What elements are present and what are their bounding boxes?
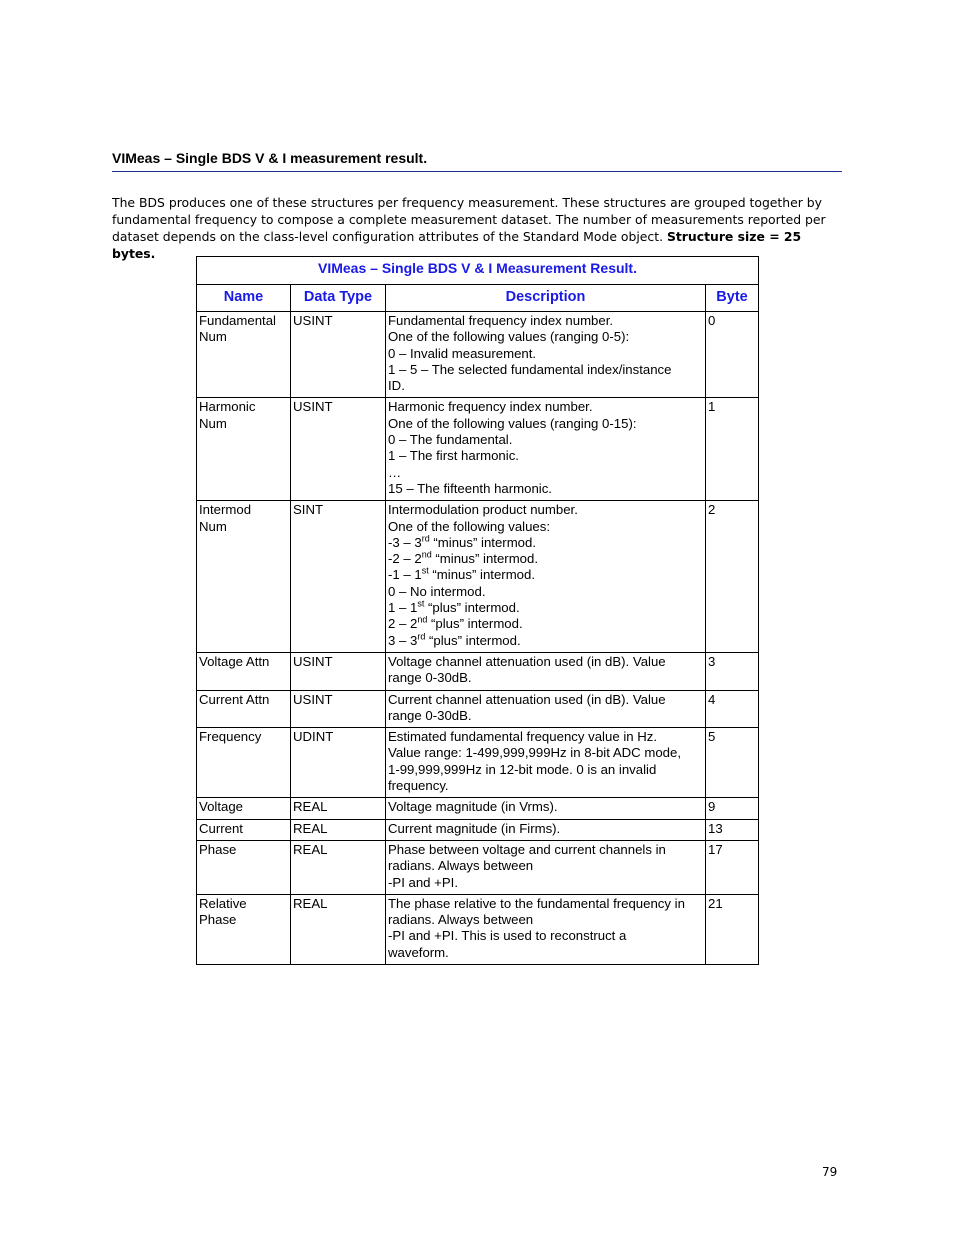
description-line — [388, 762, 703, 778]
description-text: 0 – The fundamental. — [388, 432, 513, 448]
description-text: radians. Always between — [388, 912, 534, 928]
description-line — [388, 448, 703, 464]
table-caption: VIMeas – Single BDS V & I Measurement Result. — [197, 257, 759, 285]
cell-data-type: USINT — [291, 312, 386, 398]
table-row — [197, 312, 759, 398]
description-line — [388, 519, 703, 535]
description-line — [388, 378, 703, 394]
table-row — [197, 652, 759, 690]
cell-byte: 0 — [706, 312, 759, 398]
ordinal-suffix: st — [417, 598, 425, 609]
description-line — [388, 481, 703, 497]
cell-name — [197, 840, 291, 894]
description-text: Intermodulation product number. — [388, 502, 578, 518]
cell-description — [386, 728, 706, 798]
description-text-after: “minus” intermod. — [431, 551, 539, 567]
cell-name — [197, 819, 291, 840]
header-name: Name — [197, 285, 291, 312]
description-text: 1 – The first harmonic. — [388, 448, 519, 464]
cell-data-type: REAL — [291, 894, 386, 964]
description-text: waveform. — [388, 944, 449, 960]
description-text-after: “plus” intermod. — [424, 600, 520, 616]
name-line: Relative — [199, 895, 247, 911]
cell-byte: 4 — [706, 690, 759, 728]
name-line: Harmonic — [199, 399, 256, 415]
description-line — [388, 633, 703, 649]
table-body — [197, 312, 759, 965]
description-line — [388, 842, 703, 858]
name-line: Intermod — [199, 502, 252, 518]
description-line — [388, 535, 703, 551]
description-text: 0 – Invalid measurement. — [388, 345, 537, 361]
description-line — [388, 465, 703, 481]
description-text-after: “plus” intermod. — [425, 632, 521, 648]
cell-byte: 13 — [706, 819, 759, 840]
name-line: Num — [199, 518, 227, 534]
cell-data-type: UDINT — [291, 728, 386, 798]
table-header-row — [197, 285, 759, 312]
cell-description — [386, 840, 706, 894]
cell-name — [197, 652, 291, 690]
description-line — [388, 654, 703, 670]
description-text: Current channel attenuation used (in dB). Value — [388, 691, 666, 707]
ordinal-suffix: rd — [421, 533, 430, 544]
cell-byte: 5 — [706, 728, 759, 798]
description-text: Phase between voltage and current channels in — [388, 841, 666, 857]
cell-description — [386, 894, 706, 964]
description-text: range 0-30dB. — [388, 670, 472, 686]
description-text: -2 – 2 — [388, 551, 422, 567]
description-line — [388, 670, 703, 686]
cell-byte: 1 — [706, 398, 759, 501]
table-row — [197, 798, 759, 819]
description-text-after: “minus” intermod. — [428, 567, 536, 583]
intro-paragraph — [112, 194, 844, 262]
description-text: radians. Always between — [388, 858, 534, 874]
cell-data-type: USINT — [291, 398, 386, 501]
description-line — [388, 551, 703, 567]
intro-text: The BDS produces one of these structures per frequency measurement. These structures are grouped together by fundamental frequency to compose a complete measurement dataset. The number of measurements reported per dataset depends on the class-level configuration attributes of the Standard Mode object. — [112, 195, 826, 244]
cell-data-type: USINT — [291, 652, 386, 690]
table-row — [197, 398, 759, 501]
cell-description — [386, 398, 706, 501]
description-text: Voltage magnitude (in Vrms). — [388, 799, 558, 815]
header-description: Description — [386, 285, 706, 312]
table-row — [197, 840, 759, 894]
description-text: ID. — [388, 378, 405, 394]
description-line — [388, 858, 703, 874]
description-text: One of the following values (ranging 0-15): — [388, 415, 637, 431]
description-line — [388, 432, 703, 448]
description-line — [388, 346, 703, 362]
description-line — [388, 502, 703, 518]
table-row — [197, 819, 759, 840]
ordinal-suffix: nd — [417, 614, 428, 625]
cell-description — [386, 501, 706, 653]
description-text: … — [388, 464, 402, 480]
description-text: Voltage channel attenuation used (in dB). Value — [388, 653, 666, 669]
cell-byte: 21 — [706, 894, 759, 964]
cell-data-type: REAL — [291, 798, 386, 819]
name-line: Frequency — [199, 729, 262, 745]
structure-size: Structure size = 25 bytes. — [112, 229, 802, 261]
description-line — [388, 584, 703, 600]
description-text: 3 – 3 — [388, 632, 418, 648]
name-line: Num — [199, 329, 227, 345]
cell-description — [386, 690, 706, 728]
description-line — [388, 729, 703, 745]
description-line — [388, 928, 703, 944]
description-text: -PI and +PI. This is used to reconstruct a — [388, 928, 627, 944]
cell-byte: 2 — [706, 501, 759, 653]
description-text: Harmonic frequency index number. — [388, 399, 593, 415]
description-text: 2 – 2 — [388, 616, 418, 632]
description-line — [388, 313, 703, 329]
description-text: Current magnitude (in Firms). — [388, 820, 561, 836]
description-line — [388, 945, 703, 961]
description-line — [388, 708, 703, 724]
description-line — [388, 616, 703, 632]
cell-name — [197, 398, 291, 501]
description-text: -1 – 1 — [388, 567, 422, 583]
name-line: Current — [199, 820, 243, 836]
description-line — [388, 799, 703, 815]
name-line: Fundamental — [199, 313, 276, 328]
description-line — [388, 821, 703, 837]
description-text: frequency. — [388, 778, 449, 794]
page-number: 79 — [822, 1165, 838, 1179]
cell-description — [386, 798, 706, 819]
description-line — [388, 567, 703, 583]
cell-description — [386, 312, 706, 398]
description-line — [388, 912, 703, 928]
description-text: One of the following values (ranging 0-5): — [388, 329, 630, 345]
section-title: VIMeas – Single BDS V & I measurement result. — [112, 150, 842, 172]
description-line — [388, 399, 703, 415]
cell-byte: 9 — [706, 798, 759, 819]
description-text: 15 – The fifteenth harmonic. — [388, 480, 552, 496]
name-line: Num — [199, 415, 227, 431]
description-line — [388, 896, 703, 912]
cell-name — [197, 501, 291, 653]
description-line — [388, 778, 703, 794]
description-line — [388, 875, 703, 891]
name-line: Phase — [199, 912, 237, 928]
name-line: Phase — [199, 841, 237, 857]
name-line: Voltage — [199, 799, 243, 815]
name-line: Current Attn — [199, 691, 270, 707]
ordinal-suffix: nd — [421, 549, 432, 560]
description-text: -PI and +PI. — [388, 874, 459, 890]
table-row — [197, 501, 759, 653]
description-text: Estimated fundamental frequency value in Hz. — [388, 729, 658, 745]
description-text: 1 – 5 – The selected fundamental index/instance — [388, 361, 672, 377]
description-text: 1-99,999,999Hz in 12-bit mode. 0 is an invalid — [388, 761, 657, 777]
description-text-after: “minus” intermod. — [429, 534, 537, 550]
cell-data-type: USINT — [291, 690, 386, 728]
cell-byte: 17 — [706, 840, 759, 894]
description-line — [388, 416, 703, 432]
description-text: Value range: 1-499,999,999Hz in 8-bit ADC mode, — [388, 745, 681, 761]
table-row — [197, 690, 759, 728]
description-text-after: “plus” intermod. — [427, 616, 523, 632]
cell-name — [197, 798, 291, 819]
cell-name — [197, 894, 291, 964]
description-line — [388, 692, 703, 708]
description-line — [388, 745, 703, 761]
description-text: -3 – 3 — [388, 534, 422, 550]
description-text: The phase relative to the fundamental frequency in — [388, 895, 685, 911]
cell-data-type: REAL — [291, 819, 386, 840]
cell-name — [197, 728, 291, 798]
description-line — [388, 600, 703, 616]
cell-name — [197, 312, 291, 398]
description-line — [388, 329, 703, 345]
ordinal-suffix: st — [421, 566, 429, 577]
cell-description — [386, 652, 706, 690]
header-data-type: Data Type — [291, 285, 386, 312]
table-row — [197, 894, 759, 964]
description-text: One of the following values: — [388, 518, 551, 534]
table-row — [197, 728, 759, 798]
ordinal-suffix: rd — [417, 631, 426, 642]
cell-byte: 3 — [706, 652, 759, 690]
cell-data-type: REAL — [291, 840, 386, 894]
description-text: 0 – No intermod. — [388, 583, 486, 599]
description-text: 1 – 1 — [388, 600, 418, 616]
name-line: Voltage Attn — [199, 653, 270, 669]
description-text: Fundamental frequency index number. — [388, 313, 614, 328]
header-byte: Byte — [706, 285, 759, 312]
cell-description — [386, 819, 706, 840]
description-text: range 0-30dB. — [388, 707, 472, 723]
vimeas-table — [196, 256, 759, 965]
cell-name — [197, 690, 291, 728]
cell-data-type: SINT — [291, 501, 386, 653]
description-line — [388, 362, 703, 378]
